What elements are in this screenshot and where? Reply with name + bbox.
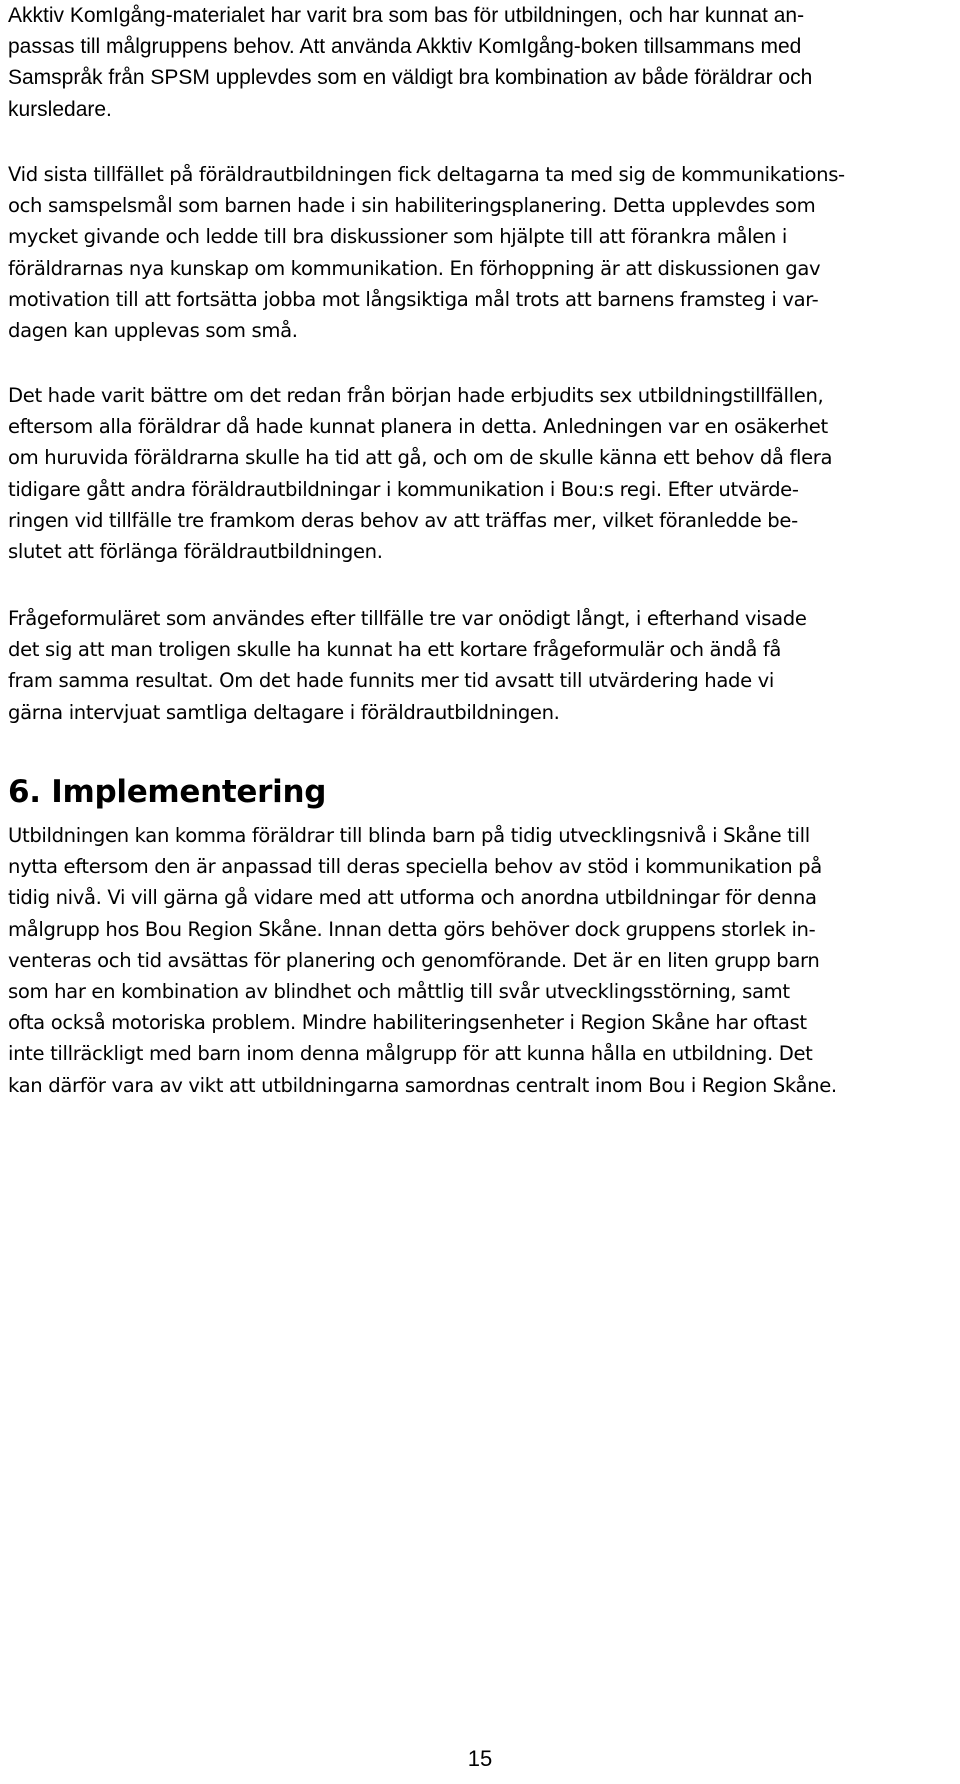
paragraph-line: om huruvida föräldrarna skulle ha tid att gå, och om de skulle känna ett behov då flera <box>8 446 833 470</box>
paragraph-line: Akktiv KomIgång-materialet har varit bra som bas för utbildningen, och har kunnat an- <box>8 4 805 27</box>
paragraph-line: nytta eftersom den är anpassad till deras speciella behov av stöd i kommunikation på <box>8 855 822 879</box>
paragraph-line: föräldrarnas nya kunskap om kommunikation. En förhoppning är att diskussionen gav <box>8 256 821 280</box>
paragraph-line: Vid sista tillfället på föräldrautbildningen fick deltagarna ta med sig de kommunikations- <box>8 163 845 186</box>
paragraph-line: och samspelsmål som barnen hade i sin habiliteringsplanering. Detta upplevdes som <box>8 194 816 218</box>
paragraph-line: tidigare gått andra föräldrautbildningar i kommunikation i Bou:s regi. Efter utvärde- <box>8 477 799 501</box>
paragraph-line: Det hade varit bättre om det redan från början hade erbjudits sex utbildningstillfällen, <box>8 384 824 407</box>
paragraph-line: kan därför vara av vikt att utbildningarna samordnas centralt inom Bou i Region Skåne. <box>8 1073 837 1097</box>
paragraph-line: ofta också motoriska problem. Mindre habiliteringsenheter i Region Skåne har oftast <box>8 1011 807 1035</box>
paragraph-line: Samspråk från SPSM upplevdes som en väldigt bra kombination av både föräldrar och <box>8 66 813 90</box>
paragraph-line: slutet att förlänga föräldrautbildningen. <box>8 540 383 564</box>
paragraph-1 <box>8 0 953 125</box>
paragraph-line: tidig nivå. Vi vill gärna gå vidare med att utforma och anordna utbildningar för denna <box>8 886 817 910</box>
paragraph-3 <box>8 380 953 567</box>
paragraph-line: Utbildningen kan komma föräldrar till blinda barn på tidig utvecklingsnivå i Skåne till <box>8 824 810 847</box>
paragraph-line: inte tillräckligt med barn inom denna målgrupp för att kunna hålla en utbildning. Det <box>8 1042 813 1066</box>
paragraph-line: Frågeformuläret som användes efter tillfälle tre var onödigt långt, i efterhand visade <box>8 607 807 630</box>
paragraph-line: ringen vid tillfälle tre framkom deras behov av att träffas mer, vilket föranledde be- <box>8 508 798 532</box>
paragraph-line: det sig att man troligen skulle ha kunnat ha ett kortare frågeformulär och ändå få <box>8 638 782 662</box>
paragraph-line: fram samma resultat. Om det hade funnits mer tid avsatt till utvärdering hade vi <box>8 669 775 693</box>
paragraph-5 <box>8 820 953 1101</box>
paragraph-line: venteras och tid avsättas för planering och genomförande. Det är en liten grupp barn <box>8 948 820 972</box>
paragraph-line: som har en kombination av blindhet och måttlig till svår utvecklingsstörning, samt <box>8 980 790 1004</box>
paragraph-line: dagen kan upplevas som små. <box>8 319 298 343</box>
paragraph-line: passas till målgruppens behov. Att använda Akktiv KomIgång-boken tillsammans med <box>8 35 802 59</box>
paragraph-4 <box>8 603 953 728</box>
page-number: 15 <box>467 1746 493 1771</box>
paragraph-line: kursledare. <box>8 97 112 121</box>
section-heading: 6. Implementering <box>8 774 327 810</box>
paragraph-line: mycket givande och ledde till bra diskussioner som hjälpte till att förankra målen i <box>8 225 787 249</box>
paragraph-line: gärna intervjuat samtliga deltagare i föräldrautbildningen. <box>8 700 560 724</box>
paragraph-line: eftersom alla föräldrar då hade kunnat planera in detta. Anledningen var en osäkerhet <box>8 415 828 439</box>
paragraph-line: målgrupp hos Bou Region Skåne. Innan detta görs behöver dock gruppens storlek in- <box>8 917 816 941</box>
paragraph-line: motivation till att fortsätta jobba mot långsiktiga mål trots att barnens framsteg i var- <box>8 287 819 311</box>
paragraph-2 <box>8 159 953 346</box>
